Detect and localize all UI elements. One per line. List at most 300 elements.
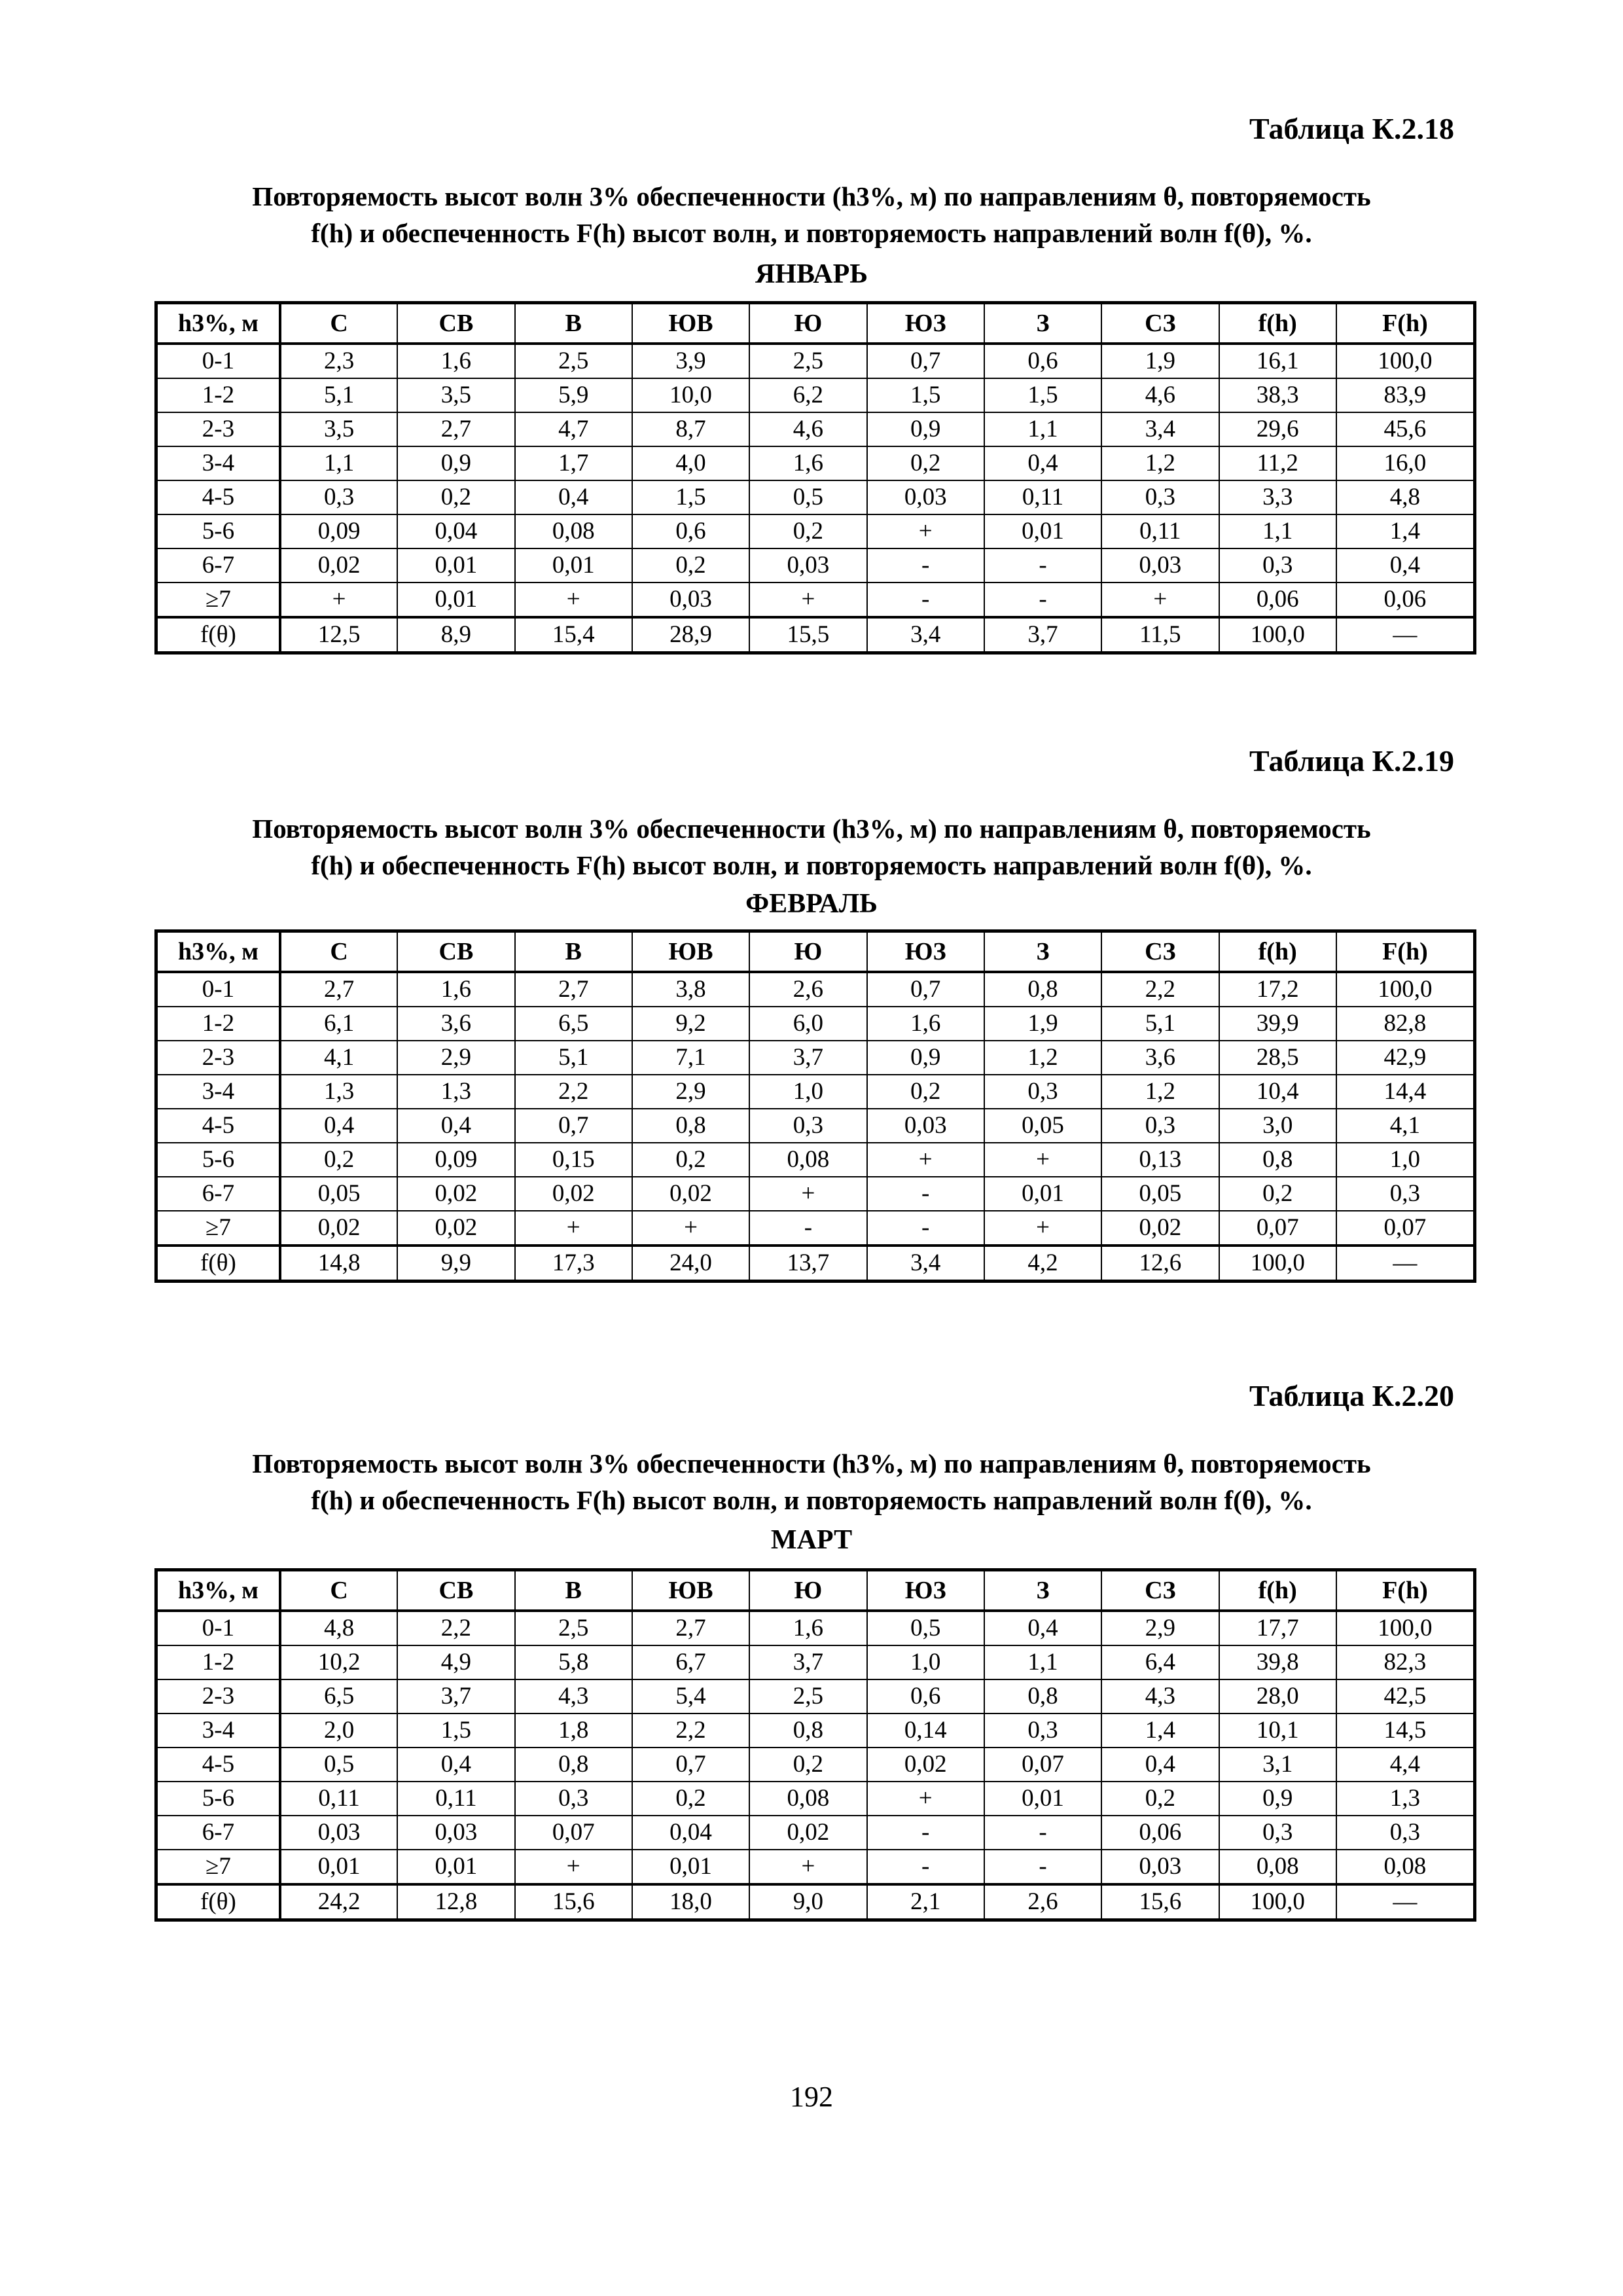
table-row (156, 1109, 1475, 1143)
table-total-row (156, 1884, 1475, 1920)
table-cell: 5,1 (1101, 1007, 1219, 1041)
table-cell: 0,08 (749, 1782, 866, 1816)
table-cell: 4,9 (397, 1645, 514, 1679)
table-cell: 18,0 (632, 1884, 749, 1920)
table-cell: + (749, 583, 866, 617)
table-row (156, 583, 1475, 617)
table-cell: 0,2 (632, 1782, 749, 1816)
table-cell: 0,7 (632, 1748, 749, 1782)
wave-table (154, 301, 1476, 655)
column-header: ЮВ (632, 1570, 749, 1611)
table-cell: 0,01 (984, 1782, 1101, 1816)
table-cell: 4,6 (1101, 378, 1219, 412)
table-cell: 0,2 (1101, 1782, 1219, 1816)
table-cell: 1,1 (280, 446, 397, 480)
row-label: 0-1 (156, 972, 280, 1007)
table-cell: 0,8 (984, 1679, 1101, 1713)
table-cell: 0,03 (749, 548, 866, 583)
table-cell: 0,5 (867, 1611, 984, 1645)
table-row (156, 972, 1475, 1007)
table-cell: 4,8 (280, 1611, 397, 1645)
table-cell: 14,8 (280, 1246, 397, 1282)
table-cell: 13,7 (749, 1246, 866, 1282)
table-cell: 38,3 (1219, 378, 1336, 412)
table-cell: 0,8 (515, 1748, 632, 1782)
table-cell: 24,2 (280, 1884, 397, 1920)
table-header-row (156, 931, 1475, 973)
table-cell: 0,2 (632, 1143, 749, 1177)
table-number: Таблица К.2.18 (1249, 112, 1454, 145)
table-cell: 0,03 (1101, 548, 1219, 583)
table-cell: 2,3 (280, 344, 397, 378)
table-cell: + (1101, 583, 1219, 617)
table-cell: 1,9 (1101, 344, 1219, 378)
table-cell: 0,06 (1336, 583, 1475, 617)
table-cell: 1,0 (867, 1645, 984, 1679)
table-caption-line2: f(h) и обеспеченность F(h) высот волн, и повторяемость направлений волн f(θ), %. (311, 850, 1312, 880)
table-cell: 0,2 (749, 1748, 866, 1782)
table-cell: 0,11 (280, 1782, 397, 1816)
table-row (156, 1645, 1475, 1679)
column-header: СВ (397, 1570, 514, 1611)
table-cell: + (515, 1850, 632, 1884)
table-cell: + (632, 1211, 749, 1246)
row-label: 3-4 (156, 446, 280, 480)
table-cell: 4,0 (632, 446, 749, 480)
table-cell: 0,04 (632, 1816, 749, 1850)
table-cell: 0,11 (1101, 514, 1219, 548)
table-cell: 3,7 (397, 1679, 514, 1713)
table-cell: 3,3 (1219, 480, 1336, 514)
table-cell: 0,03 (1101, 1850, 1219, 1884)
table-cell: 14,4 (1336, 1075, 1475, 1109)
table-cell: 4,1 (280, 1041, 397, 1075)
table-cell: 0,4 (397, 1109, 514, 1143)
month-title: ЯНВАРЬ (755, 259, 868, 289)
table-cell: 1,5 (984, 378, 1101, 412)
table-cell: 0,3 (1101, 480, 1219, 514)
table-cell: 12,8 (397, 1884, 514, 1920)
table-row (156, 1816, 1475, 1850)
table-cell: 6,4 (1101, 1645, 1219, 1679)
table-cell: 15,6 (1101, 1884, 1219, 1920)
table-header-row (156, 303, 1475, 344)
column-header: ЮВ (632, 303, 749, 344)
table-cell: 6,0 (749, 1007, 866, 1041)
table-cell: - (867, 1850, 984, 1884)
table-row (156, 514, 1475, 548)
row-label: f(θ) (156, 1884, 280, 1920)
row-label: 6-7 (156, 1816, 280, 1850)
table-cell: 100,0 (1336, 344, 1475, 378)
table-total-row (156, 617, 1475, 653)
column-header: СЗ (1101, 1570, 1219, 1611)
table-cell: 0,02 (280, 1211, 397, 1246)
table-cell: 0,3 (1101, 1109, 1219, 1143)
table-cell: 0,06 (1101, 1816, 1219, 1850)
table-cell: 0,9 (397, 446, 514, 480)
table-cell: 7,1 (632, 1041, 749, 1075)
table-cell: 0,11 (984, 480, 1101, 514)
table-cell: + (280, 583, 397, 617)
table-cell: 0,3 (1336, 1177, 1475, 1211)
column-header: h3%, м (156, 931, 280, 973)
table-total-row (156, 1246, 1475, 1282)
table-row (156, 1611, 1475, 1645)
table-cell: 100,0 (1219, 1246, 1336, 1282)
table-cell: 0,01 (397, 548, 514, 583)
table-caption-line2: f(h) и обеспеченность F(h) высот волн, и повторяемость направлений волн f(θ), %. (311, 218, 1312, 248)
row-label: 4-5 (156, 1748, 280, 1782)
table-cell: 0,3 (984, 1075, 1101, 1109)
row-label: 1-2 (156, 1645, 280, 1679)
table-cell: 2,7 (280, 972, 397, 1007)
row-label: 0-1 (156, 1611, 280, 1645)
table-cell: 6,5 (280, 1679, 397, 1713)
table-cell: 28,5 (1219, 1041, 1336, 1075)
table-cell: 2,2 (632, 1713, 749, 1748)
column-header: З (984, 931, 1101, 973)
table-row (156, 1782, 1475, 1816)
table-cell: 2,2 (515, 1075, 632, 1109)
table-cell: 42,9 (1336, 1041, 1475, 1075)
table-cell: 0,4 (984, 1611, 1101, 1645)
table-cell: 0,3 (749, 1109, 866, 1143)
table-cell: 100,0 (1336, 972, 1475, 1007)
table-row (156, 344, 1475, 378)
table-cell: 0,4 (1336, 548, 1475, 583)
column-header: Ю (749, 931, 866, 973)
table-cell: 1,1 (984, 412, 1101, 446)
table-cell: 4,1 (1336, 1109, 1475, 1143)
table-cell: 1,6 (397, 972, 514, 1007)
column-header: ЮЗ (867, 303, 984, 344)
table-row (156, 1075, 1475, 1109)
table-cell: 4,3 (515, 1679, 632, 1713)
table-cell: 12,6 (1101, 1246, 1219, 1282)
column-header: h3%, м (156, 1570, 280, 1611)
column-header: ЮВ (632, 931, 749, 973)
row-label: 2-3 (156, 1679, 280, 1713)
table-cell: 0,7 (867, 344, 984, 378)
row-label: 5-6 (156, 514, 280, 548)
column-header: F(h) (1336, 931, 1475, 973)
table-cell: 1,6 (749, 446, 866, 480)
table-cell: 15,6 (515, 1884, 632, 1920)
table-cell: 82,8 (1336, 1007, 1475, 1041)
table-cell: 9,9 (397, 1246, 514, 1282)
table-cell: 16,1 (1219, 344, 1336, 378)
table-cell: 3,8 (632, 972, 749, 1007)
table-cell: 0,13 (1101, 1143, 1219, 1177)
table-cell: 0,8 (749, 1713, 866, 1748)
table-cell: 0,11 (397, 1782, 514, 1816)
table-cell: 0,03 (280, 1816, 397, 1850)
column-header: С (280, 1570, 397, 1611)
table-cell: 0,15 (515, 1143, 632, 1177)
table-cell: 0,8 (1219, 1143, 1336, 1177)
table-row (156, 412, 1475, 446)
table-cell: 0,02 (280, 548, 397, 583)
row-label: 1-2 (156, 378, 280, 412)
row-label: 6-7 (156, 548, 280, 583)
table-cell: 3,6 (397, 1007, 514, 1041)
table-cell: 0,3 (1219, 548, 1336, 583)
table-cell: 3,7 (984, 617, 1101, 653)
column-header: С (280, 931, 397, 973)
table-cell: 0,4 (984, 446, 1101, 480)
column-header: В (515, 1570, 632, 1611)
table-cell: 1,8 (515, 1713, 632, 1748)
table-cell: 3,4 (1101, 412, 1219, 446)
table-cell: - (749, 1211, 866, 1246)
row-label: 3-4 (156, 1713, 280, 1748)
table-cell: 0,02 (1101, 1211, 1219, 1246)
table-cell: 0,4 (1101, 1748, 1219, 1782)
table-cell: 4,7 (515, 412, 632, 446)
table-cell: 2,6 (984, 1884, 1101, 1920)
table-number: Таблица К.2.20 (1249, 1379, 1454, 1412)
table-cell: + (515, 583, 632, 617)
table-row (156, 480, 1475, 514)
table-cell: 0,01 (515, 548, 632, 583)
table-cell: 0,03 (867, 480, 984, 514)
column-header: СЗ (1101, 303, 1219, 344)
table-cell: - (867, 548, 984, 583)
column-header: f(h) (1219, 303, 1336, 344)
table-cell: 0,02 (515, 1177, 632, 1211)
row-label: f(θ) (156, 617, 280, 653)
table-cell: 0,2 (397, 480, 514, 514)
table-cell: + (867, 514, 984, 548)
table-cell: 11,2 (1219, 446, 1336, 480)
table-cell: 0,08 (1219, 1850, 1336, 1884)
table-cell: - (984, 1816, 1101, 1850)
table-cell: 0,02 (867, 1748, 984, 1782)
table-cell: 0,6 (867, 1679, 984, 1713)
column-header: В (515, 931, 632, 973)
table-cell: 0,4 (280, 1109, 397, 1143)
table-cell: 5,4 (632, 1679, 749, 1713)
table-cell: 1,5 (632, 480, 749, 514)
column-header: Ю (749, 303, 866, 344)
table-cell: 2,7 (515, 972, 632, 1007)
table-cell: 0,08 (1336, 1850, 1475, 1884)
table-cell: 0,6 (984, 344, 1101, 378)
table-cell: + (749, 1850, 866, 1884)
table-row (156, 1748, 1475, 1782)
column-header: f(h) (1219, 1570, 1336, 1611)
table-row (156, 378, 1475, 412)
table-cell: 0,9 (867, 1041, 984, 1075)
table-cell: 0,14 (867, 1713, 984, 1748)
table-cell: 0,07 (1336, 1211, 1475, 1246)
table-cell: + (749, 1177, 866, 1211)
table-cell: 9,0 (749, 1884, 866, 1920)
table-cell: 0,8 (984, 972, 1101, 1007)
table-cell: 1,2 (984, 1041, 1101, 1075)
table-cell: 2,6 (749, 972, 866, 1007)
table-cell: 0,3 (984, 1713, 1101, 1748)
table-cell: 3,4 (867, 617, 984, 653)
wave-table (154, 929, 1476, 1283)
table-cell: 17,3 (515, 1246, 632, 1282)
table-cell: 39,8 (1219, 1645, 1336, 1679)
table-cell: + (515, 1211, 632, 1246)
table-cell: 83,9 (1336, 378, 1475, 412)
table-cell: + (984, 1211, 1101, 1246)
table-cell: 1,4 (1101, 1713, 1219, 1748)
table-cell: - (984, 583, 1101, 617)
table-cell: 1,2 (1101, 446, 1219, 480)
table-cell: 0,2 (632, 548, 749, 583)
table-cell: 2,9 (397, 1041, 514, 1075)
table-cell: — (1336, 1246, 1475, 1282)
table-cell: 0,7 (867, 972, 984, 1007)
table-cell: 3,9 (632, 344, 749, 378)
table-cell: 3,5 (280, 412, 397, 446)
table-cell: 0,4 (397, 1748, 514, 1782)
table-cell: 1,1 (984, 1645, 1101, 1679)
column-header: В (515, 303, 632, 344)
column-header: З (984, 303, 1101, 344)
table-cell: 0,3 (280, 480, 397, 514)
table-cell: 4,6 (749, 412, 866, 446)
month-title: МАРТ (770, 1525, 853, 1555)
table-cell: - (984, 548, 1101, 583)
table-cell: 42,5 (1336, 1679, 1475, 1713)
table-cell: 0,6 (632, 514, 749, 548)
table-cell: 0,02 (397, 1177, 514, 1211)
table-row (156, 1177, 1475, 1211)
table-cell: 5,9 (515, 378, 632, 412)
table-cell: 0,06 (1219, 583, 1336, 617)
table-cell: 6,2 (749, 378, 866, 412)
table-cell: 24,0 (632, 1246, 749, 1282)
table-cell: 1,7 (515, 446, 632, 480)
table-cell: 0,08 (515, 514, 632, 548)
table-cell: 0,07 (1219, 1211, 1336, 1246)
table-cell: 10,4 (1219, 1075, 1336, 1109)
column-header: З (984, 1570, 1101, 1611)
table-cell: 0,07 (515, 1816, 632, 1850)
table-cell: 2,5 (515, 1611, 632, 1645)
table-cell: 100,0 (1336, 1611, 1475, 1645)
column-header: ЮЗ (867, 1570, 984, 1611)
table-cell: + (984, 1143, 1101, 1177)
table-cell: 1,0 (1336, 1143, 1475, 1177)
table-cell: 3,5 (397, 378, 514, 412)
table-cell: 0,2 (1219, 1177, 1336, 1211)
row-label: 5-6 (156, 1782, 280, 1816)
row-label: ≥7 (156, 583, 280, 617)
row-label: 2-3 (156, 1041, 280, 1075)
table-cell: - (867, 1211, 984, 1246)
table-cell: 5,1 (515, 1041, 632, 1075)
wave-table (154, 1568, 1476, 1922)
table-caption-line2: f(h) и обеспеченность F(h) высот волн, и повторяемость направлений волн f(θ), %. (311, 1485, 1312, 1515)
table-cell: 15,4 (515, 617, 632, 653)
table-cell: 0,09 (397, 1143, 514, 1177)
table-cell: 0,2 (749, 514, 866, 548)
column-header: h3%, м (156, 303, 280, 344)
table-cell: 0,03 (632, 583, 749, 617)
table-cell: 10,2 (280, 1645, 397, 1679)
table-cell: 1,2 (1101, 1075, 1219, 1109)
table-cell: 28,9 (632, 617, 749, 653)
table-cell: 0,9 (1219, 1782, 1336, 1816)
row-label: 4-5 (156, 480, 280, 514)
table-cell: — (1336, 1884, 1475, 1920)
table-cell: 0,01 (984, 1177, 1101, 1211)
table-cell: 0,07 (984, 1748, 1101, 1782)
row-label: f(θ) (156, 1246, 280, 1282)
table-cell: 0,02 (749, 1816, 866, 1850)
column-header: С (280, 303, 397, 344)
table-cell: - (867, 1816, 984, 1850)
table-cell: 17,2 (1219, 972, 1336, 1007)
table-cell: 0,05 (280, 1177, 397, 1211)
table-cell: 0,5 (749, 480, 866, 514)
table-cell: 0,09 (280, 514, 397, 548)
table-cell: 4,3 (1101, 1679, 1219, 1713)
table-row (156, 1041, 1475, 1075)
row-label: ≥7 (156, 1850, 280, 1884)
column-header: ЮЗ (867, 931, 984, 973)
table-cell: - (867, 1177, 984, 1211)
page-number: 192 (790, 2081, 833, 2113)
table-cell: + (867, 1782, 984, 1816)
row-label: ≥7 (156, 1211, 280, 1246)
column-header: F(h) (1336, 303, 1475, 344)
table-cell: 1,6 (867, 1007, 984, 1041)
table-cell: 1,9 (984, 1007, 1101, 1041)
row-label: 6-7 (156, 1177, 280, 1211)
table-caption-line1: Повторяемость высот волн 3% обеспеченности (h3%, м) по направлениям θ, повторяемость (252, 814, 1371, 844)
table-cell: 1,3 (1336, 1782, 1475, 1816)
table-cell: 1,5 (397, 1713, 514, 1748)
table-cell: 9,2 (632, 1007, 749, 1041)
table-cell: 0,08 (749, 1143, 866, 1177)
table-cell: 4,4 (1336, 1748, 1475, 1782)
column-header: f(h) (1219, 931, 1336, 973)
table-cell: 0,7 (515, 1109, 632, 1143)
table-cell: 2,1 (867, 1884, 984, 1920)
table-cell: 1,3 (397, 1075, 514, 1109)
table-cell: 1,3 (280, 1075, 397, 1109)
table-row (156, 1211, 1475, 1246)
table-cell: - (867, 583, 984, 617)
month-title: ФЕВРАЛЬ (745, 889, 878, 919)
table-cell: 8,9 (397, 617, 514, 653)
table-header-row (156, 1570, 1475, 1611)
table-cell: 0,3 (515, 1782, 632, 1816)
table-number: Таблица К.2.19 (1249, 744, 1454, 778)
table-cell: - (984, 1850, 1101, 1884)
table-cell: 6,5 (515, 1007, 632, 1041)
column-header: F(h) (1336, 1570, 1475, 1611)
row-label: 5-6 (156, 1143, 280, 1177)
table-cell: 2,2 (1101, 972, 1219, 1007)
table-row (156, 548, 1475, 583)
column-header: СЗ (1101, 931, 1219, 973)
table-cell: + (867, 1143, 984, 1177)
table-cell: 4,2 (984, 1246, 1101, 1282)
table-cell: 0,9 (867, 412, 984, 446)
table-cell: 0,4 (515, 480, 632, 514)
table-cell: 45,6 (1336, 412, 1475, 446)
table-cell: 1,5 (867, 378, 984, 412)
